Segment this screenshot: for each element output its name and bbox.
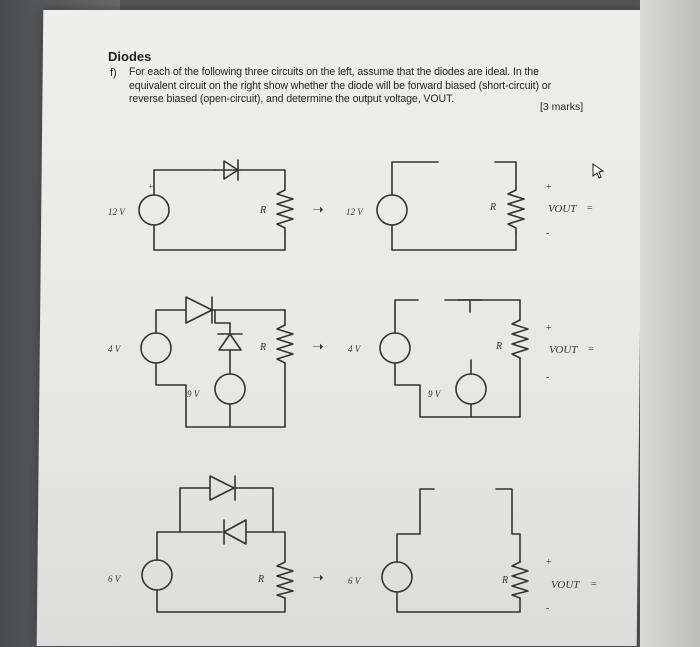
vout-minus-2: - (546, 372, 550, 383)
resistor-2 (277, 325, 293, 363)
equiv-resistor-label-3: R (502, 575, 509, 586)
equiv-resistor-label-2: R (496, 341, 503, 352)
vout-plus-1: + (546, 182, 552, 193)
marks-label: [3 marks] (540, 101, 584, 113)
vout-label-1: VOUT (548, 203, 577, 215)
voltage-source-12v (139, 195, 169, 225)
equiv-source-label-2: 4 V (348, 344, 361, 354)
circuit-2-original (108, 297, 293, 427)
voltage-source-9v (215, 374, 245, 404)
question-text: For each of the following three circuits on the left, assume that the diodes are ideal. In the equivalent circuit on the right show whether the diode will be forward biased (short-circuit) or reverse biased (open-circuit), and determine the output voltage, VOUT. (129, 66, 552, 105)
vout-minus-1: - (546, 228, 550, 239)
mouse-pointer-icon (591, 163, 605, 179)
resistor-label-1: R (260, 205, 267, 216)
equiv-voltage-source-12v (377, 195, 407, 225)
vout-equals-3: = (591, 579, 597, 590)
equiv-resistor-3 (512, 562, 528, 598)
vout-plus-3: + (546, 557, 552, 568)
equiv-resistor-2 (512, 320, 528, 358)
source-label-3: 6 V (108, 574, 121, 584)
source-label-1: 12 V (108, 207, 125, 217)
diode-1 (215, 160, 240, 180)
vout-minus-3: - (546, 603, 550, 614)
resistor-label-3: R (258, 574, 265, 585)
vout-label-3: VOUT (551, 579, 580, 591)
vout-equals-2: = (588, 344, 594, 355)
plus-sign: + (148, 182, 154, 191)
resistor-1 (277, 190, 293, 232)
second-source-label-2: 9 V (187, 389, 200, 399)
circuit-1-original (108, 160, 293, 250)
section-heading: Diodes (108, 49, 152, 64)
equiv-resistor-1 (508, 190, 524, 232)
arrow-3: ➝ (312, 571, 324, 586)
question-number: f) (110, 67, 117, 79)
circuit-3-equivalent (348, 489, 597, 614)
equiv-voltage-source-4v (380, 333, 410, 363)
circuit-2-equivalent (348, 300, 594, 417)
arrow-1: ➝ (312, 203, 324, 218)
resistor-3 (277, 562, 293, 598)
vout-plus-2: + (546, 323, 552, 334)
circuit-3-original (108, 476, 293, 612)
diode-2b (218, 334, 242, 374)
equiv-voltage-source-9v (456, 374, 486, 404)
circuit-1-equivalent (346, 162, 593, 250)
diode-3b (224, 520, 246, 544)
equiv-second-source-label-2: 9 V (428, 389, 441, 399)
vout-label-2: VOUT (549, 344, 578, 356)
diode-3a (210, 476, 235, 500)
resistor-label-2: R (260, 342, 267, 353)
voltage-source-6v (142, 560, 172, 590)
voltage-source-4v (141, 333, 171, 363)
equiv-source-label-1: 12 V (346, 207, 363, 217)
equiv-voltage-source-6v (382, 562, 412, 592)
vout-equals-1: = (587, 203, 593, 214)
arrow-2: ➝ (312, 340, 324, 355)
equiv-resistor-label-1: R (490, 202, 497, 213)
equiv-source-label-3: 6 V (348, 576, 361, 586)
source-label-2: 4 V (108, 344, 121, 354)
diode-2a (186, 297, 212, 323)
